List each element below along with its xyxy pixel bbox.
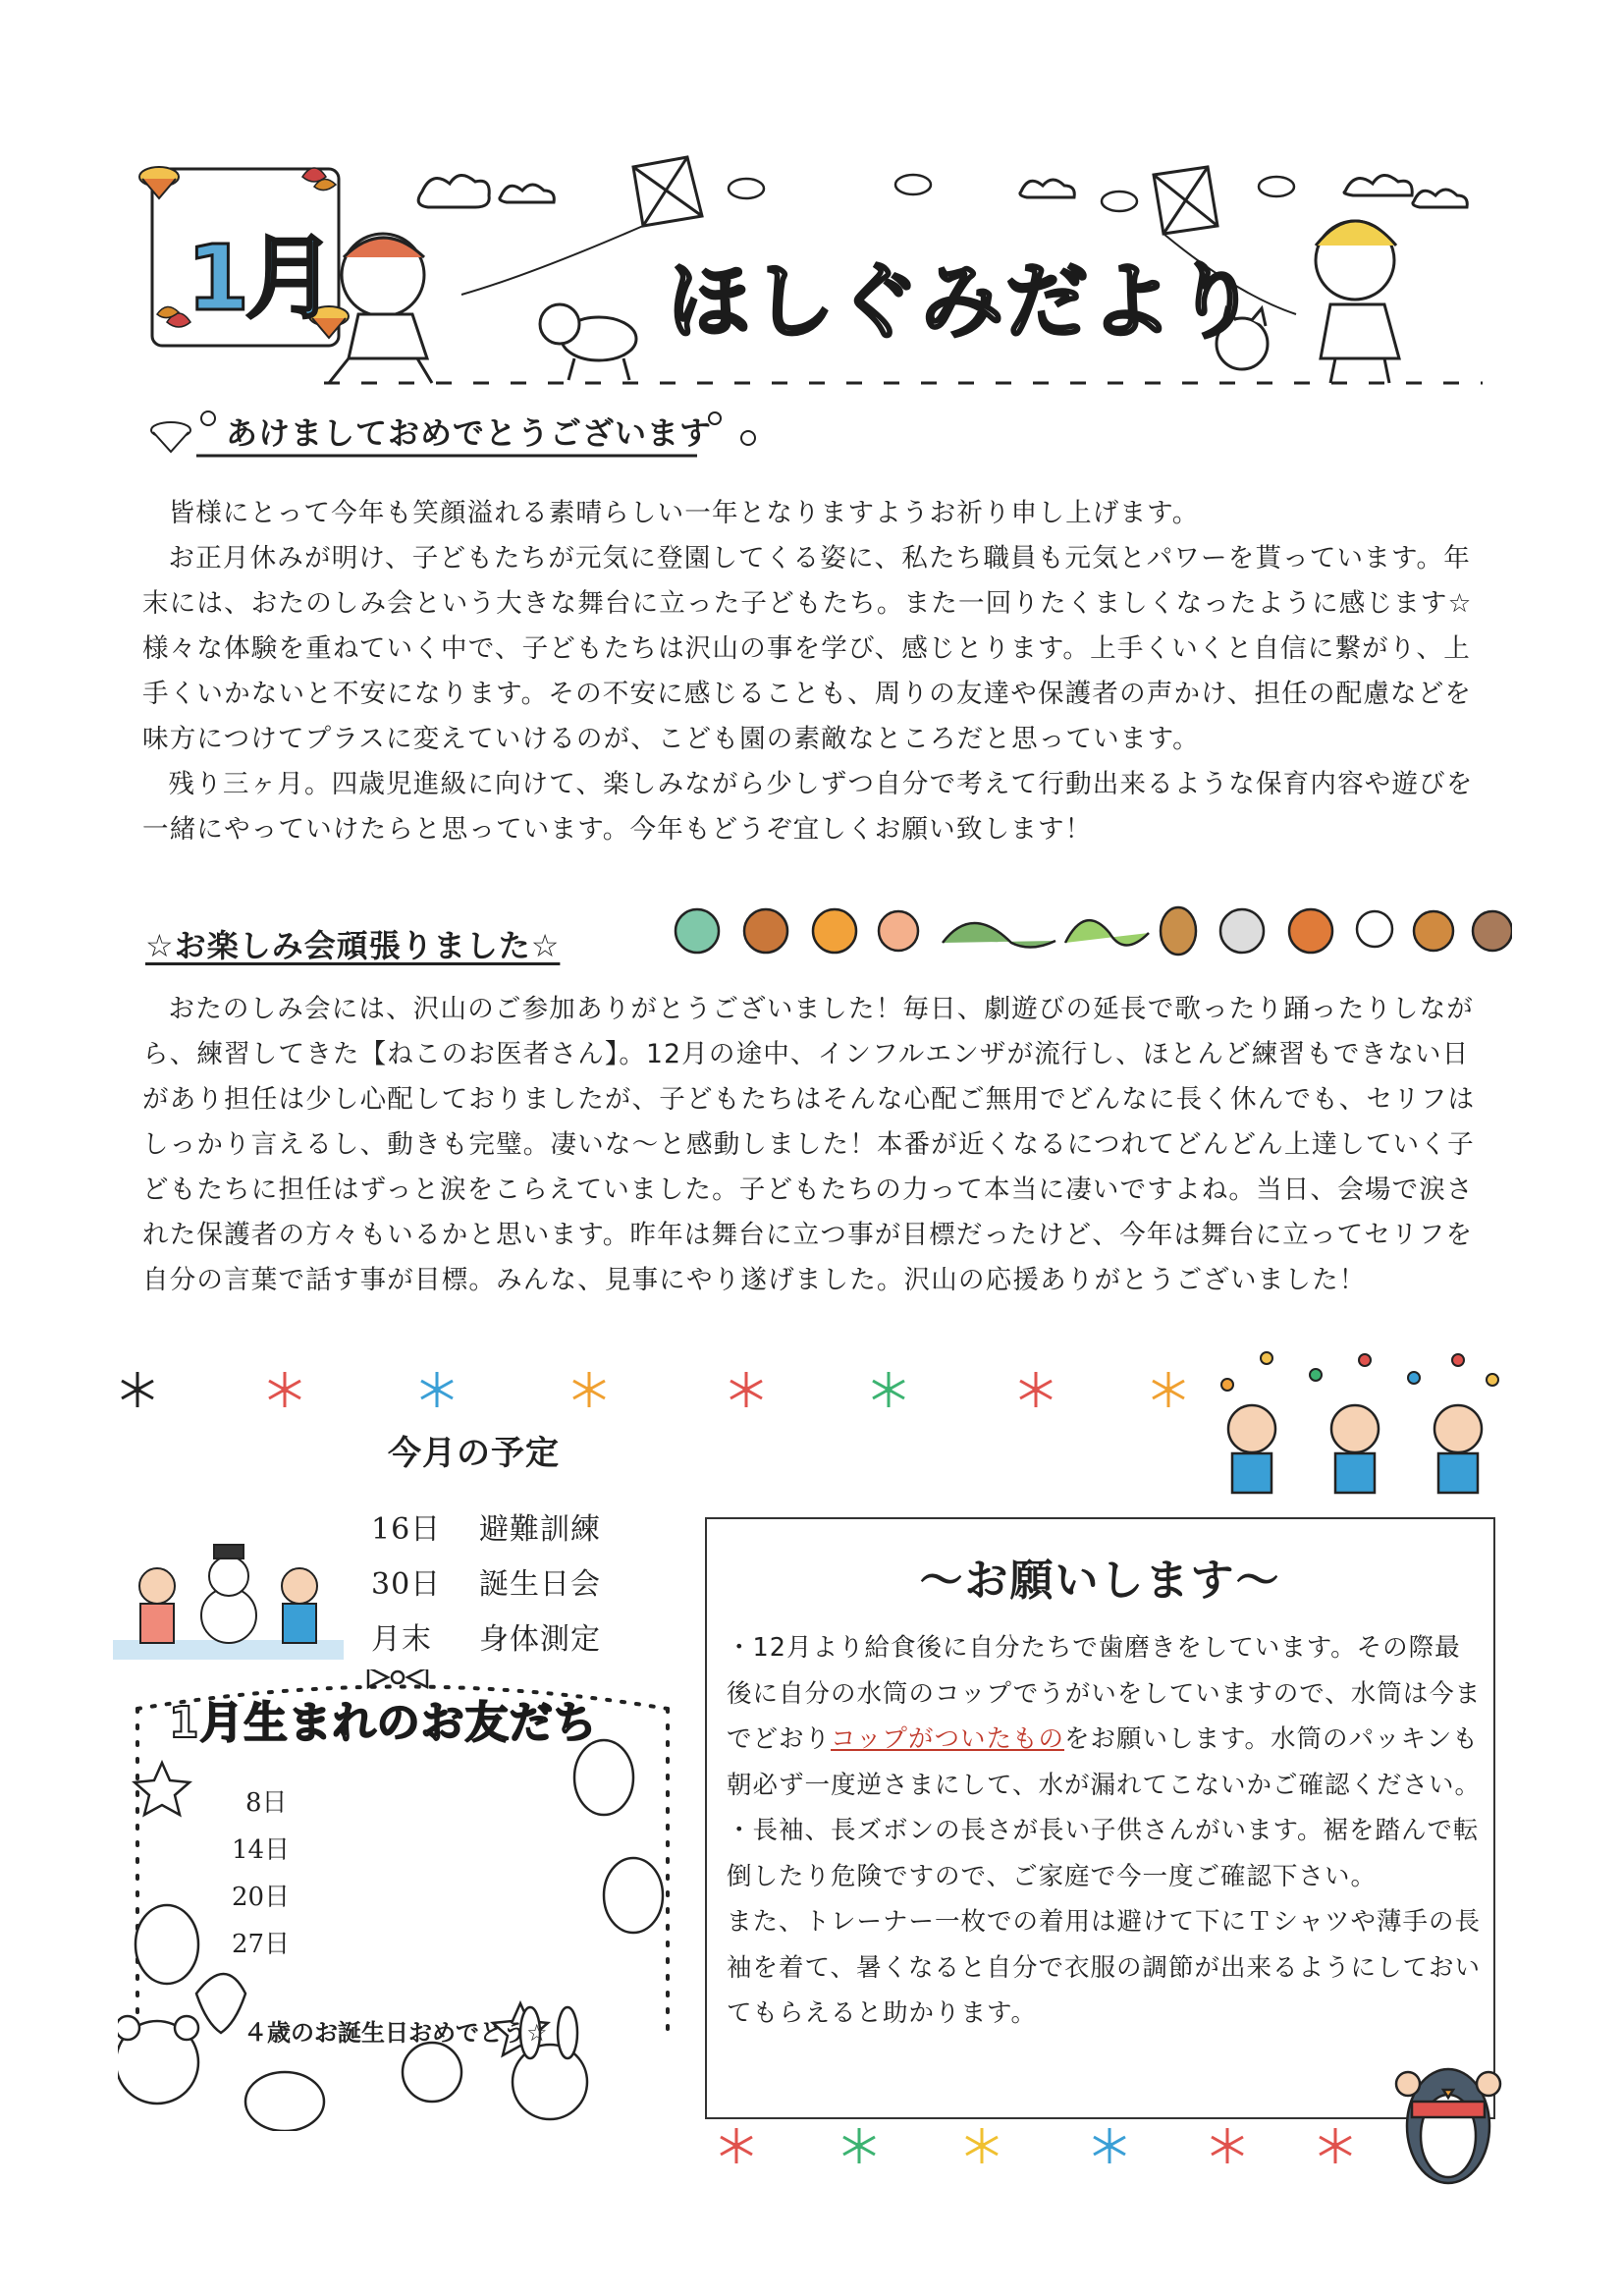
snowflake-divider — [108, 1360, 1188, 1419]
dog-icon — [403, 2043, 461, 2102]
rooster-icon — [1357, 911, 1392, 947]
boar-icon — [1473, 911, 1512, 951]
dog-illustration — [540, 304, 636, 380]
horse-icon — [1161, 907, 1196, 955]
recital-paragraph: おたのしみ会には、沢山のご参加ありがとうございました！毎日、劇遊びの延長で歌ったり踊ったりしながら、練習してきた【ねこのお医者さん】。12月の途中、インフルエンザが流行し、ほとんど練習もできない日があり担任は少し心配しておりましたが、子どもたちはそんな心配ご無用でどんなに長く休んでも、セリフはしっかり言えるし、動きも完璧。凄いな〜と感動しました！本番が近くなるにつれてどんどん上達していく子どもたちに担任はずっと涙をこらえていました。子どもたちの力って本当に凄いですよね。当日、会場で涙された保護者の方々もいるかと思います。昨年は舞台に立つ事が目標だったけど、今年は舞台に立ってセリフを自分の言葉で話す事が目標。みんな、見事にやり遂げました。沢山の応援ありがとうございました！ — [142, 994, 1476, 1295]
snowflake-icon — [1153, 1372, 1184, 1407]
request-text: ・12月より給食後に自分たちで歯磨きをしています。その際最後に自分の水筒のコップでうがいをしていますので、水筒は今までどおり — [727, 1633, 1482, 1754]
newsletter-title: ほしぐみだより — [668, 253, 1260, 350]
snowflake-icon — [1020, 1372, 1052, 1407]
greeting-heading: あけましておめでとうございます — [226, 414, 713, 452]
spinning-top-icon — [151, 422, 190, 452]
birthday-message: ４歳のお誕生日おめでとう☆ — [243, 2019, 548, 2047]
schedule-row — [371, 1504, 601, 1548]
mouse-icon — [676, 909, 719, 953]
snowflake-icon — [873, 1372, 904, 1407]
snowflake-icon — [122, 1372, 153, 1407]
greeting-paragraph: 皆様にとって今年も笑顔溢れる素晴らしい一年となりますようお祈り申し上げます。 — [168, 498, 1200, 528]
birthday-date: 8日 — [245, 1788, 288, 1818]
schedule-event: 避難訓練 — [479, 1512, 601, 1547]
schedule-title: 今月の予定 — [388, 1434, 560, 1473]
snowflake-icon — [1320, 2128, 1351, 2163]
recital-body — [142, 987, 1488, 1303]
schedule-event: 身体測定 — [479, 1622, 601, 1657]
snowflake-icon — [421, 1372, 453, 1407]
ox-icon — [744, 909, 787, 953]
dragon-icon — [943, 923, 1055, 948]
bow-icon — [368, 1669, 427, 1687]
greeting-paragraph: 残り三ヶ月。四歳児進級に向けて、楽しみながら少しずつ自分で考えて行動出来るような保育内容や遊びを一緒にやっていけたらと思っています。今年もどうぞ宜しくお願い致します！ — [142, 769, 1474, 845]
bear-icon — [118, 2016, 198, 2104]
rabbit-icon — [879, 911, 918, 951]
snowman-illustration — [113, 1517, 344, 1660]
request-body — [727, 1625, 1483, 2037]
child-left-illustration — [329, 234, 432, 383]
snowflake-icon — [573, 1372, 605, 1407]
snowflake-icon — [269, 1372, 300, 1407]
leaf-icon — [302, 168, 336, 191]
birthday-date: 27日 — [232, 1930, 291, 1959]
schedule-row — [371, 1559, 601, 1603]
birthday-title: 1月生まれのお友だち — [169, 1698, 598, 1748]
request-paragraph: ・長袖、長ズボンの長さが長い子供さんがいます。裾を踏んで転倒したり危険ですので、ご家庭で今一度ご確認下さい。 — [727, 1816, 1480, 1891]
greeting-paragraph: お正月休みが明け、子どもたちが元気に登園してくる姿に、私たち職員も元気とパワーを貰っています。年末には、おたのしみ会という大きな舞台に立った子どもたち。また一回りたくましくなったように感じます☆様々な体験を重ねていく中で、子どもたちは沢山の事を学び、感じとります。上手くいくと自信に繋がり、上手くいかないと不安になります。その不安に感じることも、周りの友達や保護者の声かけ、担任の配慮などを味方につけてプラスに変えていけるのが、こども園の素敵なところだと思っています。 — [142, 543, 1473, 754]
schedule-event: 誕生日会 — [479, 1567, 601, 1602]
monkey-icon — [1289, 909, 1332, 953]
request-title: 〜お願いします〜 — [919, 1556, 1281, 1606]
schedule-day: 16日 — [371, 1512, 442, 1547]
dog-icon — [1414, 911, 1453, 951]
snowflake-icon — [843, 2128, 875, 2163]
cloud-icon — [418, 175, 1467, 207]
request-text: をお願いします。水筒のパッキンも朝必ず一度逆さまにして、水が漏れてこないかご確認ください。 — [727, 1724, 1481, 1800]
child-icon — [1228, 1405, 1482, 1493]
schedule-row — [371, 1614, 601, 1658]
sheep-icon — [1220, 909, 1264, 953]
snowflake-icon — [1094, 2128, 1125, 2163]
recital-heading: ☆お楽しみ会頑張りました☆ — [145, 927, 561, 964]
snake-icon — [1065, 920, 1149, 945]
star-icon — [135, 1763, 548, 2055]
singing-children-illustration — [1208, 1331, 1502, 1517]
snowflake-icon — [730, 1372, 762, 1407]
request-paragraph — [727, 1625, 1483, 1808]
month-title: 1月 — [187, 226, 333, 331]
snowflake-icon — [721, 2128, 752, 2163]
request-paragraph: また、トレーナー一枚での着用は避けて下にＴシャツや薄手の長袖を着て、暑くなると自分で衣服の調節が出来るようにしておいてもらえると助かります。 — [727, 1907, 1481, 2028]
greeting-body — [142, 491, 1488, 852]
tiger-icon — [813, 909, 856, 953]
snowflake-icon — [966, 2128, 998, 2163]
spinning-top-icon — [139, 167, 179, 198]
snowflake-footer — [697, 2106, 1502, 2185]
penguin-illustration — [1394, 2043, 1502, 2190]
child-right-illustration — [1316, 221, 1399, 383]
birthday-date: 14日 — [232, 1835, 291, 1865]
leaf-icon — [157, 306, 190, 327]
request-highlight: コップがついたもの — [831, 1724, 1065, 1754]
zodiac-animals-illustration — [628, 894, 1512, 962]
music-note-icon — [1221, 1352, 1498, 1391]
schedule-day: 月末 — [371, 1622, 432, 1657]
birthday-date: 20日 — [232, 1883, 291, 1912]
schedule-day: 30日 — [371, 1567, 442, 1602]
snowflake-icon — [1212, 2128, 1243, 2163]
